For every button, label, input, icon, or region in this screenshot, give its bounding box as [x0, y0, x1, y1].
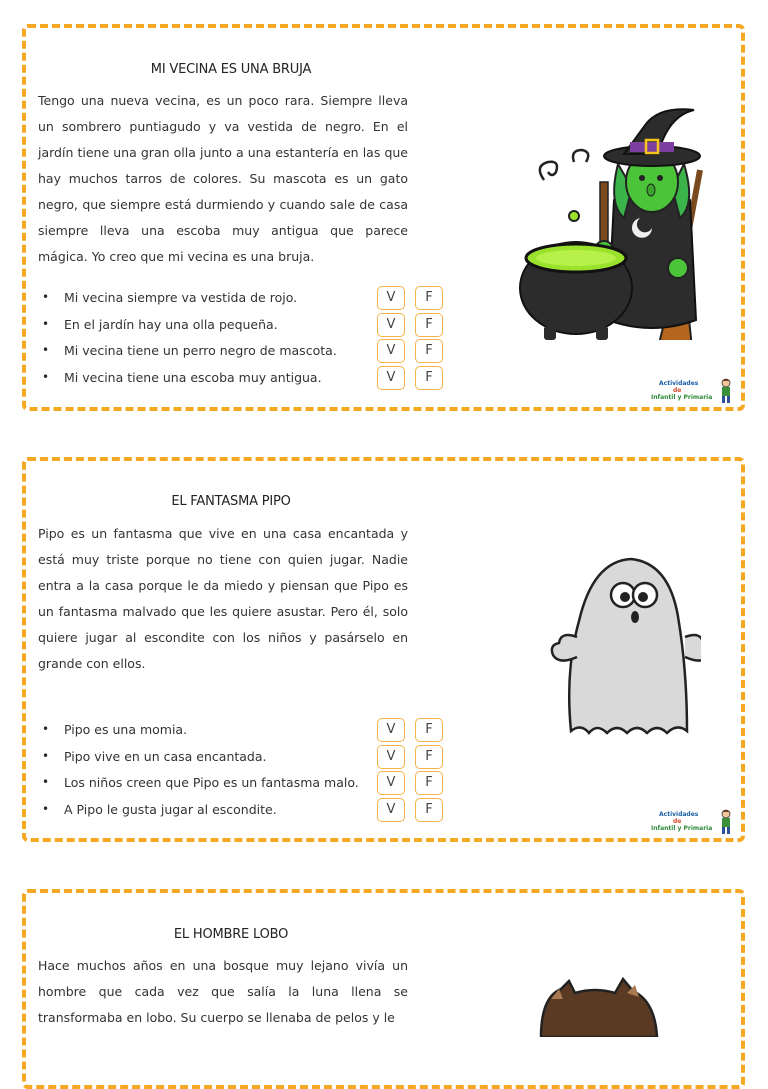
statement-row — [38, 366, 458, 393]
true-box[interactable]: V — [377, 339, 405, 363]
story-text: Tengo una nueva vecina, es un poco rara. Siempre lleva un sombrero puntiagudo y va vestida de negro. En el jardín tiene una gran olla junto a una estantería en las que hay muchos tarros de colores. Su mascota es un gato negro, que siempre está durmiendo y cuando sale de casa siempre lleva una escoba muy antigua que parece mágica. Yo creo que mi vecina es una bruja. — [38, 93, 408, 264]
story-text: Hace muchos años en una bosque muy lejano vivía un hombre que cada vez que salía la luna llena se transformaba en lobo. Su cuerpo se llenaba de pelos y le — [38, 958, 408, 1025]
statement-row — [38, 798, 458, 825]
false-box[interactable]: F — [415, 286, 443, 310]
false-box[interactable]: F — [415, 798, 443, 822]
true-box[interactable]: V — [377, 745, 405, 769]
false-box[interactable]: F — [415, 313, 443, 337]
ghost-illustration — [531, 551, 701, 741]
true-box[interactable]: V — [377, 798, 405, 822]
bullet: • — [42, 748, 50, 763]
statement-text: Los niños creen que Pipo es un fantasma malo. — [64, 775, 359, 790]
card-title: MI VECINA ES UNA BRUJA — [150, 62, 312, 77]
reading-card-ghost — [22, 457, 745, 842]
card-title: EL FANTASMA PIPO — [171, 494, 291, 509]
logo-line: Actividades — [659, 380, 699, 387]
card-title: EL HOMBRE LOBO — [173, 927, 289, 942]
statement-text: Pipo vive en un casa encantada. — [64, 748, 267, 764]
reading-card-witch — [22, 24, 745, 411]
statement-text: Mi vecina tiene un perro negro de mascota. — [64, 343, 337, 358]
statement-row — [38, 771, 458, 798]
false-box[interactable]: F — [415, 366, 443, 390]
bullet: • — [42, 775, 50, 789]
statement-text: Mi vecina siempre va vestida de rojo. — [64, 290, 298, 305]
publisher-logo — [651, 378, 733, 406]
true-box[interactable]: V — [377, 771, 405, 795]
werewolf-illustration — [531, 977, 671, 1037]
statement-row — [38, 339, 458, 366]
statement-row — [38, 718, 458, 745]
bullet: • — [42, 722, 50, 736]
true-box[interactable]: V — [377, 313, 405, 337]
true-box[interactable]: V — [377, 718, 405, 742]
false-box[interactable]: F — [415, 771, 443, 795]
story-text: Pipo es un fantasma que vive en una casa encantada y está muy triste porque no tiene con quien jugar. Nadie entra a la casa porque le da miedo y piensan que Pipo es un fantasma malvado que les quiere asustar. Pero él, solo quiere jugar al escondite con los niños y pasárselo en grande con ellos. — [38, 526, 408, 671]
statement-list — [38, 286, 458, 392]
logo-line: de — [673, 387, 682, 394]
kid-icon — [719, 809, 733, 835]
witch-illustration — [514, 100, 704, 340]
statement-row — [38, 286, 458, 313]
false-box[interactable]: F — [415, 745, 443, 769]
statement-row — [38, 313, 458, 340]
statement-list — [38, 718, 458, 824]
logo-line: Actividades — [659, 811, 699, 818]
bullet: • — [42, 316, 50, 331]
logo-line: Infantil y Primaria — [651, 394, 713, 401]
statement-text: A Pipo le gusta jugar al escondite. — [64, 801, 277, 817]
statement-text: En el jardín hay una olla pequeña. — [64, 316, 278, 332]
statement-text: Mi vecina tiene una escoba muy antigua. — [64, 369, 322, 385]
logo-line: de — [673, 818, 682, 825]
bullet: • — [42, 290, 50, 304]
logo-line: Infantil y Primaria — [651, 825, 713, 832]
false-box[interactable]: F — [415, 718, 443, 742]
publisher-logo — [651, 809, 733, 837]
false-box[interactable]: F — [415, 339, 443, 363]
bullet: • — [42, 369, 50, 384]
kid-icon — [719, 378, 733, 404]
statement-text: Pipo es una momia. — [64, 722, 188, 737]
true-box[interactable]: V — [377, 286, 405, 310]
reading-card-werewolf — [22, 889, 745, 1089]
true-box[interactable]: V — [377, 366, 405, 390]
bullet: • — [42, 343, 50, 357]
bullet: • — [42, 801, 50, 816]
statement-row — [38, 745, 458, 772]
